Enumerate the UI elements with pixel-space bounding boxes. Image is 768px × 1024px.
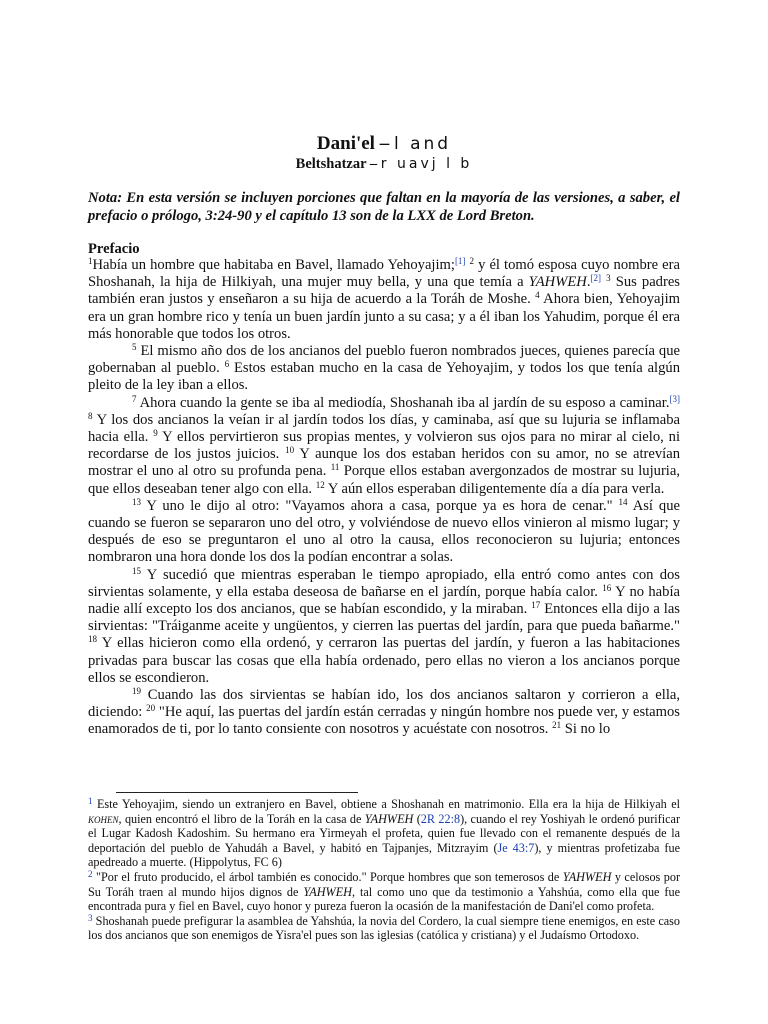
footnote-number-link[interactable]: 1 [88,796,93,806]
paragraph [88,343,680,395]
footnote [88,870,680,914]
verse-number: 10 [285,445,295,456]
paragraph [88,498,680,567]
verse-number: 7 [132,393,137,404]
footnote-ref-link[interactable]: [3] [669,393,680,404]
footnote-text: ), y mientras profetizaba fue apedreado a muerte. (Hippolytus, FC 6) [88,840,680,870]
verse-text: El mismo año dos de los ancianos del pueblo fueron nombrados jueces, quienes parecía que gobernaban al pueblo. [88,343,680,377]
verse-number: 20 [146,703,156,714]
title-text: Dani'el – [316,133,390,154]
footnote-ref-link[interactable]: [1] [454,256,466,266]
title-hebrew: l and [393,134,452,154]
verse-text: Y ellas hicieron como ella ordenó, y cerraron las puertas del jardín, y fueron a las habitaciones privadas para buscar las cosas que ella había ordenado, pero ellas no vieron a los ancianos porque ellos se escondieron. [88,635,680,686]
footnote [88,797,680,870]
footnote-text: ( [413,811,421,826]
verse-number: 9 [153,428,158,439]
footnotes [88,797,680,943]
paragraph [88,687,680,739]
footnote-text: , tal como uno que da testimonio a Yahshúa, como ella que fue encontrada pura y fiel en Bavel, cuyo honor y pureza fueron la ocasión de la manifestación de Dani'el como profeta. [88,884,680,914]
verse-number: 14 [618,496,628,507]
divine-name: YAHWEH [562,869,612,884]
scripture-ref-link[interactable]: Je 43:7 [497,840,535,855]
page-subtitle [88,156,680,173]
footnote-number-link[interactable]: 3 [88,912,93,923]
paragraph [88,395,680,498]
footnote-text: Este Yehoyajim, siendo un extranjero en Bavel, obtiene a Shoshanah en matrimonio. Ella era la hija de Hilkiyah el [92,797,680,811]
verse-text: Porque ellos estaban avergonzados de mostrar su lujuria, que ellos deseaban tener algo con ella. [88,463,680,497]
divine-name: YAHWEH [364,811,414,826]
verse-text: . [586,274,591,291]
footnote-text: Shoshanah puede prefigurar la asamblea de Yahshúa, la novia del Cordero, la cual siempre tiene enemigos, en este caso los dos ancianos que son enemigos de Yisra'el pues son las iglesias (católica y cristiana) y el Judaísmo Ortodoxo. [88,913,680,943]
verse-text: Así que cuando se fueron se separaron uno del otro, y volviéndose de nuevo ellos vinieron al mismo lugar; y después de eso se preguntaron el uno al otro la causa, ellos reconocieron su lujuria; entonces nombraron una hora donde los dos la podían encontrar a solas. [88,497,680,566]
verse-text: Y aunque los dos estaban heridos con su amor, no se atrevían mostrar el uno al otro su profunda pena. [88,446,681,480]
footnote-ref-link[interactable]: [2] [590,273,601,284]
verse-number: 8 [88,410,93,421]
verse-number: 1 [88,256,93,266]
verse-number: 6 [224,359,230,370]
footnote [88,914,680,943]
verse-number: 15 [132,565,141,576]
version-note: Nota: En esta versión se incluyen porciones que faltan en la mayoría de las versiones, a saber, el prefacio o prólogo, 3:24-90 y el capítulo 13 son de la LXX de Lord Breton. [88,190,680,224]
verse-text: y él tomó esposa cuyo nombre era Shoshanah, la hija de Hilkiyah, una mujer muy bella, y una que temía a [88,257,680,291]
verse-text: Sus padres también eran justos y enseñaron a su hija de acuerdo a la Toráh de Moshe. [88,274,680,308]
section-heading: Prefacio [88,241,140,257]
verse-text: Y los dos ancianos la veían ir al jardín todos los días, y caminaba, así que su lujuria se inflamaba hacia ella. [88,411,680,446]
body-text [88,257,680,739]
footnote-text: y celosos por Su Toráh traen al mundo hijos dignos de [88,869,681,899]
verse-text: Estos estaban mucho en la casa de Yehoyajim, y todos los que tenía algún pleito de la ley iban a ellos. [88,360,680,394]
paragraph [88,567,680,687]
verse-text: Y ellos pervirtieron sus propias mentes, y volvieron sus ojos para no mirar al cielo, ni recordarse de los justos juicios. [88,429,681,463]
verse-number: 13 [132,496,141,507]
footnote-divider [116,792,358,793]
verse-number: 17 [531,600,541,611]
verse-text: Ahora bien, Yehoyajim era un gran hombre rico y tenía un buen jardín junto a su casa; y a él iban los Yahudim, porque él era más honorable que todos los otros. [88,291,680,342]
divine-name: YAHWEH [528,274,587,291]
verse-number: 12 [315,479,325,490]
verse-number: 18 [88,634,97,645]
verse-number: 11 [330,462,340,473]
kohen-term: kohen [88,811,119,826]
verse-text: "He aquí, las puertas del jardín están cerradas y ningún hombre nos puede ver, y estamos enamorados de ti, por lo tanto consiente con nosotros y acuéstate con nosotros. [88,704,680,738]
verse-text: Y no había nadie allí excepto los dos ancianos, que se habían escondido, y la miraban. [88,583,680,618]
scripture-ref-link[interactable]: 2R 22:8 [420,811,461,826]
divine-name: YAHWEH [303,884,352,899]
verse-text: Ahora cuando la gente se iba al mediodía, Shoshanah iba al jardín de su esposo a caminar. [136,394,670,411]
footnote-text: , quien encontró el libro de la Toráh en la casa de [118,811,365,826]
verse-text: Había un hombre que habitaba en Bavel, llamado Yehoyajim; [92,257,455,273]
paragraph [88,257,680,343]
footnote-text: "Por el fruto producido, el árbol también es conocido." Porque hombres que son temerosos de [92,869,563,884]
subtitle-text: Beltshatzar – [295,156,378,172]
verse-number: 3 [606,273,611,284]
verse-text: Entonces ella dijo a las sirvientas: "Tráiganme aceite y ungüentos, y cierren las puertas del jardín, para que pueda bañarme." [88,601,680,635]
verse-number: 21 [552,720,562,731]
verse-number: 4 [535,290,540,301]
verse-text: Y uno le dijo al otro: "Vayamos ahora a casa, porque ya es hora de cenar." [141,497,619,514]
verse-text: Y sucedió que mientras esperaban le tiempo apropiado, ella entró como antes con dos sirvientas solamente, y ella estaba deseosa de bañarse en el jardín, porque había calor. [88,566,680,600]
verse-text: Si no lo [561,721,611,738]
verse-text: Cuando las dos sirvientas se habían ido, los dos ancianos saltaron y corrieron a ella, diciendo: [88,687,680,721]
verse-number: 16 [602,582,612,593]
verse-number: 19 [132,686,141,697]
footnote-text: ), cuando el rey Yoshiyah le ordenó purificar el Lugar Kadosh Kadoshim. Su hermano era Yirmeyah el profeta, quien fue llevado con el remanente después de la deportación del pueblo de Yahudáh a Bavel, y habitó en Tajpanjes, Mitzrayim ( [88,811,681,855]
footnote-number-link[interactable]: 2 [88,868,93,879]
verse-text: Y aún ellos esperaban diligentemente día a día para verla. [324,480,665,497]
subtitle-hebrew: r uavj l b [380,156,473,172]
verse-number: 5 [132,342,137,353]
verse-number: 2 [469,256,475,266]
page-title [88,133,680,155]
